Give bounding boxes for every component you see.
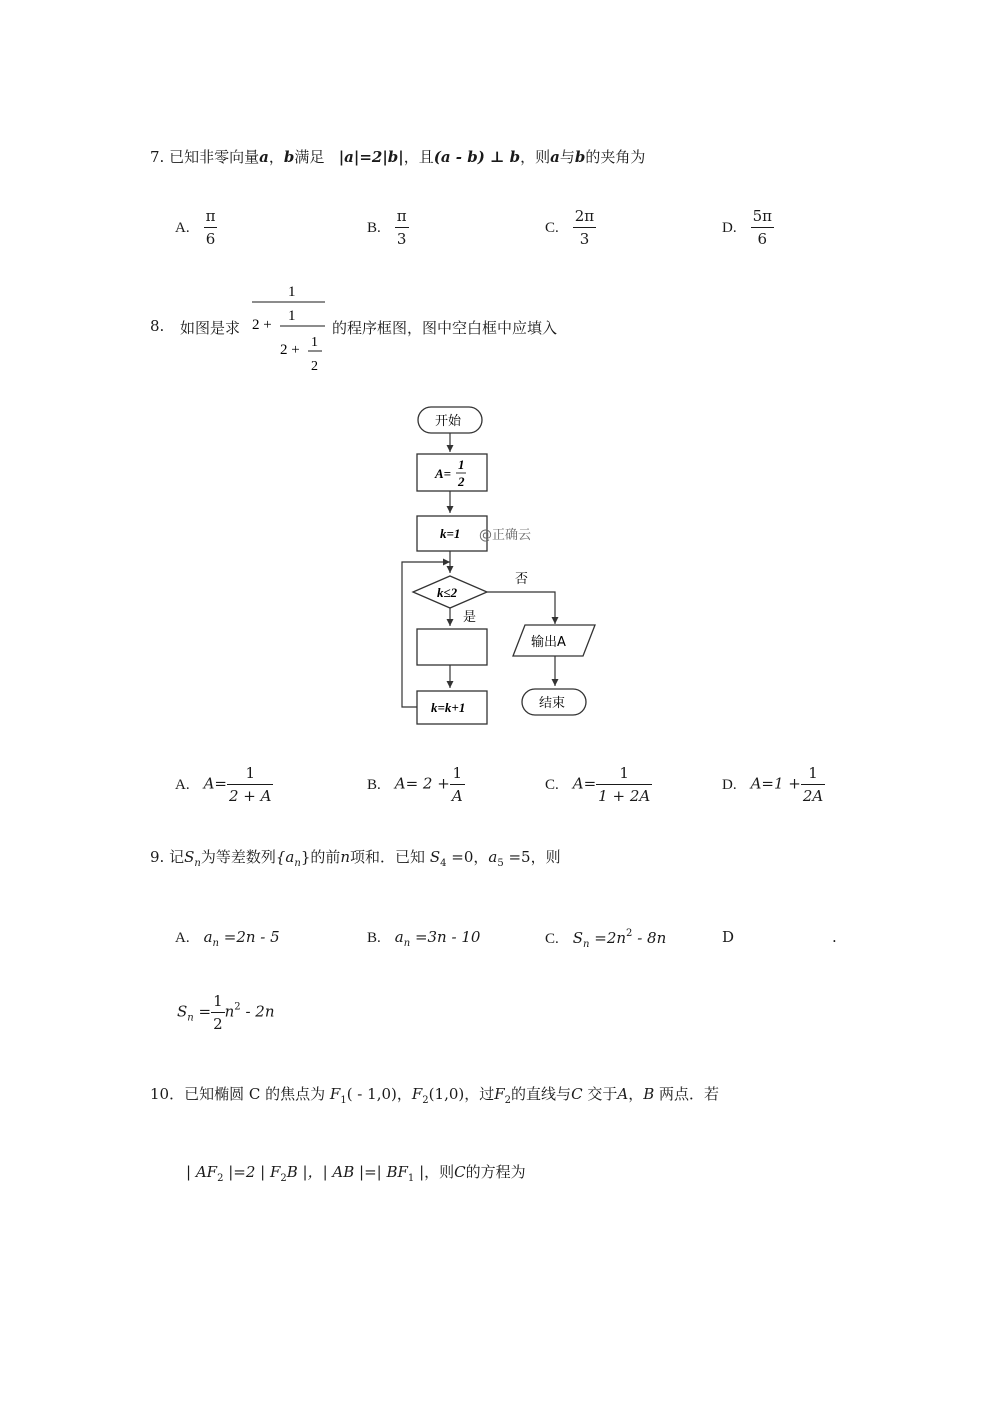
q9-number: 9. xyxy=(150,848,165,866)
yes-label: 是 xyxy=(463,610,477,625)
fraction: $\frac{5\pi}{6}$ xyxy=(752,207,772,248)
init-a-box xyxy=(417,454,487,491)
q9-option-b[interactable]: B. $a_n =3n - 10$ xyxy=(367,928,481,949)
cf-inner-den: 2 xyxy=(311,359,318,374)
blank-box xyxy=(417,629,487,665)
q10-number: 10． xyxy=(150,1085,185,1103)
q8-option-a[interactable]: A. A= $\frac{1}{2 + A}$ xyxy=(175,764,272,805)
init-a-num: 1 xyxy=(458,457,465,472)
q7-option-b[interactable]: B. $\frac{\pi}{3}$ xyxy=(367,207,407,248)
q7-option-c[interactable]: C. $\frac{2\pi}{3}$ xyxy=(545,207,595,248)
q7-number: 7. xyxy=(150,148,165,166)
q9-option-d[interactable]: D xyxy=(722,928,735,946)
output-label: 输出A xyxy=(531,635,566,650)
q9-option-d-expr[interactable]: $S_n$ = $\frac{1}{2}$ $n^2 - 2n$ xyxy=(177,992,275,1033)
start-label: 开始 xyxy=(435,414,462,429)
q7-condition-2: (a - b) ⊥ b xyxy=(433,148,521,166)
condition-label: k≤2 xyxy=(437,585,458,600)
q8-option-b[interactable]: B. A= 2 + $\frac{1}{A}$ xyxy=(367,764,463,805)
continued-fraction xyxy=(250,280,335,380)
fraction: $\frac{\pi}{3}$ xyxy=(396,207,407,248)
increment-label: k=k+1 xyxy=(431,700,466,715)
q9-stem: 9. 记$S_n$为等差数列$\{a_n\}$的前n项和．已知 $S_4 =0$，$a_5 =5$，则 xyxy=(150,848,561,869)
fraction: $\frac{1}{2 + A}$ xyxy=(229,764,272,805)
q8-option-d[interactable]: D. A=1 + $\frac{1}{2A}$ xyxy=(722,764,824,805)
cf-top-one: 1 xyxy=(288,284,296,300)
q9-option-c[interactable]: C. $S_n =2n^2 - 8n$ xyxy=(545,928,667,950)
watermark: @正确云 xyxy=(479,528,532,543)
fraction: $\frac{1}{A}$ xyxy=(451,764,463,805)
q8-number: 8. xyxy=(150,317,165,335)
fraction: $\frac{\pi}{6}$ xyxy=(205,207,216,248)
q10-stem: 10．已知椭圆 C 的焦点为 $F_1( - 1,0)$，$F_2(1,0)$，过$F_2$的直线与C 交于A，B 两点．若 xyxy=(150,1085,720,1106)
q7-option-d[interactable]: D. $\frac{5\pi}{6}$ xyxy=(722,207,772,248)
q9-option-d-dot: . xyxy=(832,928,837,946)
cf-inner-num: 1 xyxy=(311,335,318,350)
no-label: 否 xyxy=(515,572,529,587)
q7-option-a[interactable]: A. $\frac{\pi}{6}$ xyxy=(175,207,216,248)
end-label: 结束 xyxy=(539,696,566,711)
q8-option-c[interactable]: C. A= $\frac{1}{1 + 2A}$ xyxy=(545,764,651,805)
init-k-label: k=1 xyxy=(440,526,461,541)
cf-whole: 2 + xyxy=(252,317,272,333)
cf-mid-one: 1 xyxy=(288,308,296,324)
q7-condition-1: |a|=2|b| xyxy=(338,148,404,166)
cf-inner-whole: 2 + xyxy=(280,342,300,358)
fraction: $\frac{1}{1 + 2A}$ xyxy=(598,764,651,805)
q10-stem-line2: | $AF_2$ |=2 | $F_2B$ |，| AB |=| $BF_1$ |，则C的方程为 xyxy=(186,1163,526,1184)
flowchart xyxy=(395,402,635,732)
init-a-den: 2 xyxy=(458,474,465,489)
fraction: $\frac{2\pi}{3}$ xyxy=(574,207,595,248)
init-a-label: A= xyxy=(435,466,452,481)
q7-stem: 7. 已知非零向量a，b满足 |a|=2|b|，且(a - b) ⊥ b，则a与b的夹角为 xyxy=(150,148,646,166)
fraction: $\frac{1}{2A}$ xyxy=(802,764,824,805)
fraction: $\frac{1}{2}$ xyxy=(213,992,223,1033)
q9-option-a[interactable]: A. $a_n =2n - 5$ xyxy=(175,928,280,949)
